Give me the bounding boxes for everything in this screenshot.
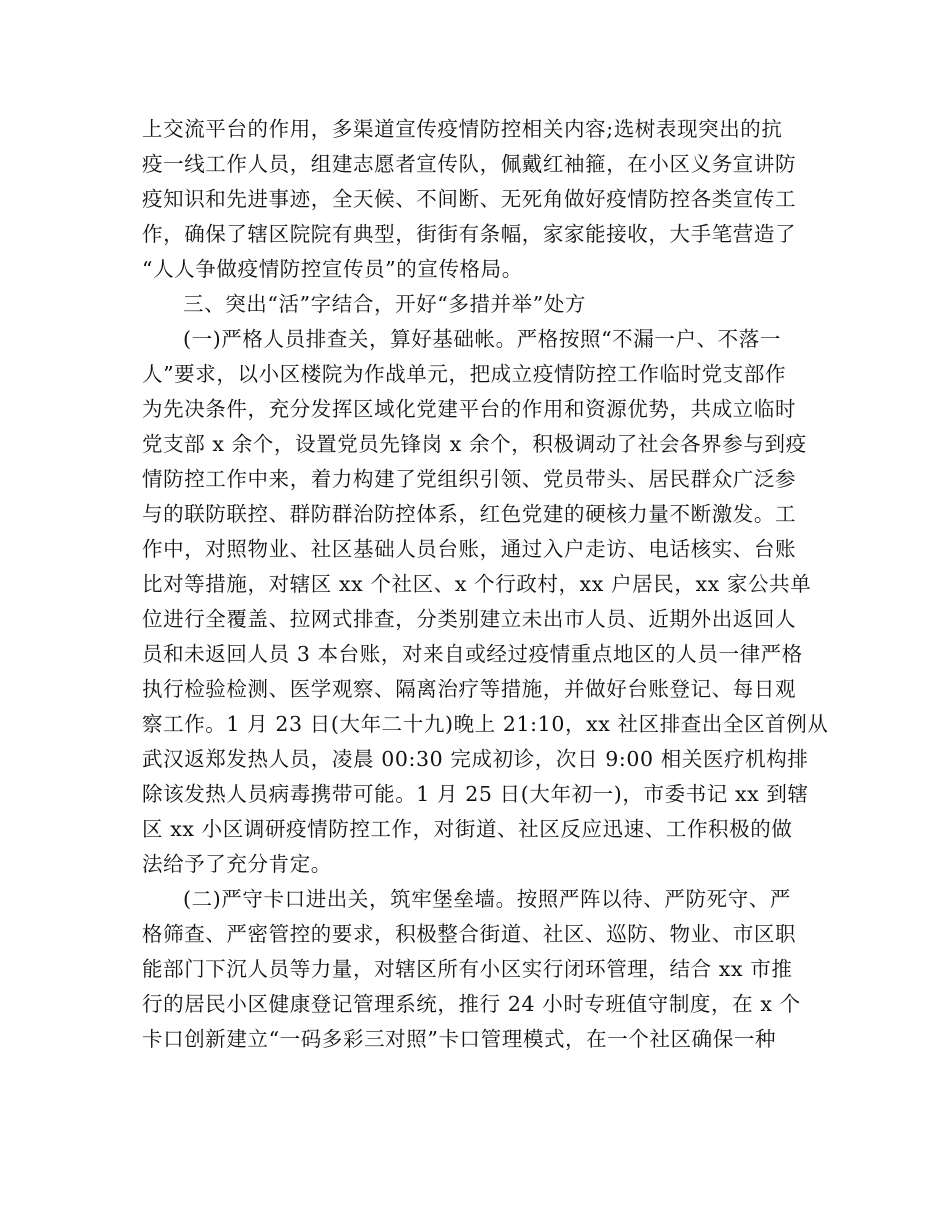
text-line: 三、突出“活”字结合，开好“多措并举”处方 [183, 292, 587, 316]
text-line: 与的联防联控、群防群治防控体系，红色党建的硬核力量不断激发。工 [142, 502, 797, 526]
text-line: 行的居民小区健康登记管理系统，推行 24 小时专班值守制度，在 x 个 [142, 992, 801, 1016]
document-page [142, 112, 829, 1057]
text-line: 作中，对照物业、社区基础人员台账，通过入户走访、电话核实、台账 [142, 537, 797, 561]
text-line: 格筛查、严密管控的要求，积极整合街道、社区、巡防、物业、市区职 [142, 922, 797, 946]
text-line: 上交流平台的作用，多渠道宣传疫情防控相关内容;选树表现突出的抗 [142, 117, 783, 141]
text-line: 区 xx 小区调研疫情防控工作，对街道、社区反应迅速、工作积极的做 [142, 817, 793, 841]
text-line: 人”要求，以小区楼院为作战单元，把成立疫情防控工作临时党支部作 [142, 362, 787, 386]
text-line: 作，确保了辖区院院有典型，街街有条幅，家家能接收，大手笔营造了 [142, 222, 797, 246]
text-line: “人人争做疫情防控宣传员”的宣传格局。 [142, 257, 523, 281]
text-line: 员和未返回人员 3 本台账，对来自或经过疫情重点地区的人员一律严格 [142, 642, 803, 666]
text-line: 法给予了充分肯定。 [142, 852, 332, 876]
text-line: 疫知识和先进事迹，全天候、不间断、无死角做好疫情防控各类宣传工 [142, 187, 797, 211]
text-line: 除该发热人员病毒携带可能。1 月 25 日(大年初一)，市委书记 xx 到辖 [142, 782, 809, 806]
text-line: 能部门下沉人员等力量，对辖区所有小区实行闭环管理，结合 xx 市推 [142, 957, 793, 981]
text-line: 疫一线工作人员，组建志愿者宣传队，佩戴红袖箍，在小区义务宣讲防 [142, 152, 797, 176]
text-line: 武汉返郑发热人员，凌晨 00:30 完成初诊，次日 9:00 相关医疗机构排 [142, 747, 809, 771]
text-line: 执行检验检测、医学观察、隔离治疗等措施，并做好台账登记、每日观 [142, 677, 797, 701]
text-line: 位进行全覆盖、拉网式排查，分类别建立未出市人员、近期外出返回人 [142, 607, 797, 631]
text-line: 察工作。1 月 23 日(大年二十九)晚上 21:10，xx 社区排查出全区首例从 [142, 712, 829, 736]
text-line: (二)严守卡口进出关，筑牢堡垒墙。按照严阵以待、严防死守、严 [183, 887, 791, 911]
text-line: 比对等措施，对辖区 xx 个社区、x 个行政村，xx 户居民，xx 家公共单 [142, 572, 812, 596]
text-line: 党支部 x 余个，设置党员先锋岗 x 余个，积极调动了社会各界参与到疫 [142, 432, 807, 456]
text-line: 情防控工作中来，着力构建了党组织引领、党员带头、居民群众广泛参 [142, 467, 797, 491]
text-line: 为先决条件，充分发挥区域化党建平台的作用和资源优势，共成立临时 [142, 397, 797, 421]
text-line: (一)严格人员排查关，算好基础帐。严格按照“不漏一户、不落一 [183, 327, 781, 351]
text-line: 卡口创新建立“一码多彩三对照”卡口管理模式，在一个社区确保一种 [142, 1027, 777, 1051]
